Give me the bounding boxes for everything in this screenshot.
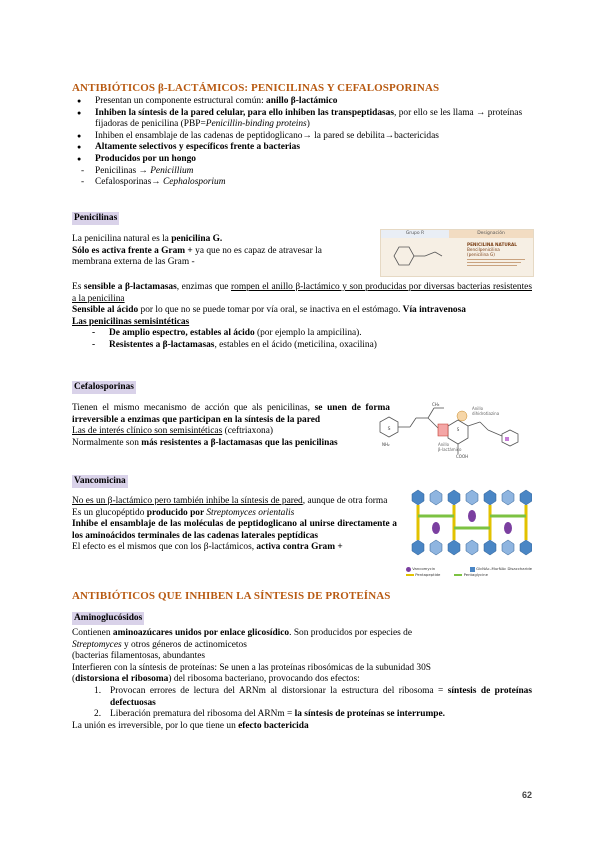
- list-item: ● Inhiben el ensamblaje de las cadenas de peptidoglicano→ la pared se debilita→bactericidas: [72, 131, 532, 143]
- sub-item-amplio-espectro: - De amplio espectro, estables al ácido (por ejemplo la ampicilina).: [72, 328, 532, 340]
- svg-text:S: S: [456, 427, 460, 432]
- svg-text:dihidrotiazina: dihidrotiazina: [472, 411, 500, 416]
- legend-pentaglycine: Pentaglycine: [454, 572, 488, 578]
- sub-item-resistentes: - Resistentes a β-lactamasas, estables en el ácido (meticilina, oxacilina): [72, 340, 532, 352]
- heading-vancomicina: Vancomicina: [74, 476, 126, 486]
- svg-text:Anillo: Anillo: [438, 442, 450, 447]
- betalactamicos-list: [72, 96, 532, 189]
- heading-cefalosporinas: Cefalosporinas: [74, 382, 134, 392]
- vancomycin-peptidoglycan-figure: [406, 486, 532, 582]
- list-item: ● Inhiben la síntesis de la pared celular, para ello inhiben las transpeptidasas, por ello se les llama → proteínas fijadoras de penicilina (PBP=Penicillin-binding proteins): [72, 108, 532, 131]
- list-item: ● Altamente selectivos y específicos frente a bacterias: [72, 142, 532, 154]
- legend-disaccharide: GlcNAc–MurNAc Disaccharide: [470, 566, 532, 572]
- heading-penicilinas: Penicilinas: [74, 213, 118, 223]
- vancomicina-body: No es un β-lactámico pero también inhibe la síntesis de pared, aunque de otra forma Es un glucopéptido producido por Streptomyces orientalis Inhibe el ensamblaje de las moléculas de peptidoglicano al unirse directamente a los aminoácidos terminales de las cadenas laterales peptídicas El efecto es el mismos que con los β-lactámicos, activa contra Gram +: [72, 496, 397, 553]
- section-title-betalactamicos: ANTIBIÓTICOS β-LACTÁMICOS: PENICILINAS Y CEFALOSPORINAS: [72, 82, 440, 94]
- peptidoglycan-diagram: [406, 486, 532, 566]
- effect-item-2: 2. Liberación prematura del ribosoma del ARNm = la síntesis de proteínas se interrumpe.: [94, 709, 446, 720]
- heading-aminoglucosidos: Aminoglucósidos: [74, 613, 143, 623]
- svg-text:S: S: [387, 427, 391, 432]
- benzyl-group-structure: [387, 242, 447, 272]
- aminoglucosidos-body: Contienen aminoazúcares unidos por enlace glicosídico. Son producidos por especies de Streptomyces y otros géneros de actinomicetos (bacterias filamentosas, abundantes Interfieren con la síntesis de proteínas: Se unen a las proteínas ribosómicas de la subunidad 30S (distorsiona el ribosoma) del ribosoma bacteriano, provocando dos efectos: 1. Provocan errores de lectura del ARNm al distorsionar la estructura del ribosoma = síntesis de proteínas defectuosas 2. Liberación prematura del ribosoma del ARNm = la síntesis de proteínas se interrumpe. La unión es irreversible, por lo que tiene un efecto bactericida: [72, 628, 532, 731]
- page-number: 62: [521, 790, 532, 800]
- sub-item-penicillium: - Penicilinas → Penicillium: [72, 166, 532, 178]
- svg-text:NH₂: NH₂: [382, 442, 390, 447]
- penicilinas-body: Es sensible a β-lactamasas, enzimas que rompen el anillo β-lactámico y son producidas por diversas bacterias resistentes a la penicilina Sensible al ácido por lo que no se puede tomar por vía oral, se inactiva en el estómago. Vía intravenosa Las penicilinas semisintéticas - De amplio espectro, estables al ácido (por ejemplo la ampicilina). - Resistentes a β-lactamasas, estables en el ácido (meticilina, oxacilina): [72, 282, 532, 352]
- svg-text:CH₃: CH₃: [432, 402, 440, 407]
- svg-text:β-lactámico: β-lactámico: [438, 447, 462, 452]
- sub-item-cephalosporium: - Cefalosporinas→ Cephalosporium: [72, 177, 532, 189]
- cefalosporinas-body: Tienen el mismo mecanismo de acción que als penicilinas, se unen de forma irreversible a enzimas que participan en la síntesis de la pared Las de interés clínico son semisintéticas (ceftriaxona) Normalmente son más resistentes a β-lactamasas que las penicilinas: [72, 403, 390, 448]
- penicilinas-intro: La penicilina natural es la penicilina G. Sólo es activa frente a Gram + ya que no es capaz de atravesar la membrana externa de las Gram -: [72, 234, 322, 268]
- legend-vancomycin: Vancomycin: [406, 566, 435, 572]
- effect-item-1: 1. Provocan errores de lectura del ARNm al distorsionar la estructura del ribosoma = síntesis de proteínas defectuosas: [94, 685, 532, 708]
- section-title-sintesis-proteinas: ANTIBIÓTICOS QUE INHIBEN LA SÍNTESIS DE PROTEÍNAS: [72, 590, 391, 602]
- list-item: ● Producidos por un hongo: [72, 154, 532, 166]
- cephalosporin-structure-figure: [372, 400, 532, 464]
- legend-pentapeptide: Pentapeptide: [406, 572, 440, 578]
- list-item: ● Presentan un componente estructural común: anillo β-lactámico: [72, 96, 532, 108]
- svg-text:Anillo: Anillo: [472, 406, 484, 411]
- penicillin-g-figure: Grupo R Designación PENICILINA NATURAL Bencilpenicilina (penicilina G): [380, 229, 534, 277]
- svg-text:COOH: COOH: [456, 454, 469, 459]
